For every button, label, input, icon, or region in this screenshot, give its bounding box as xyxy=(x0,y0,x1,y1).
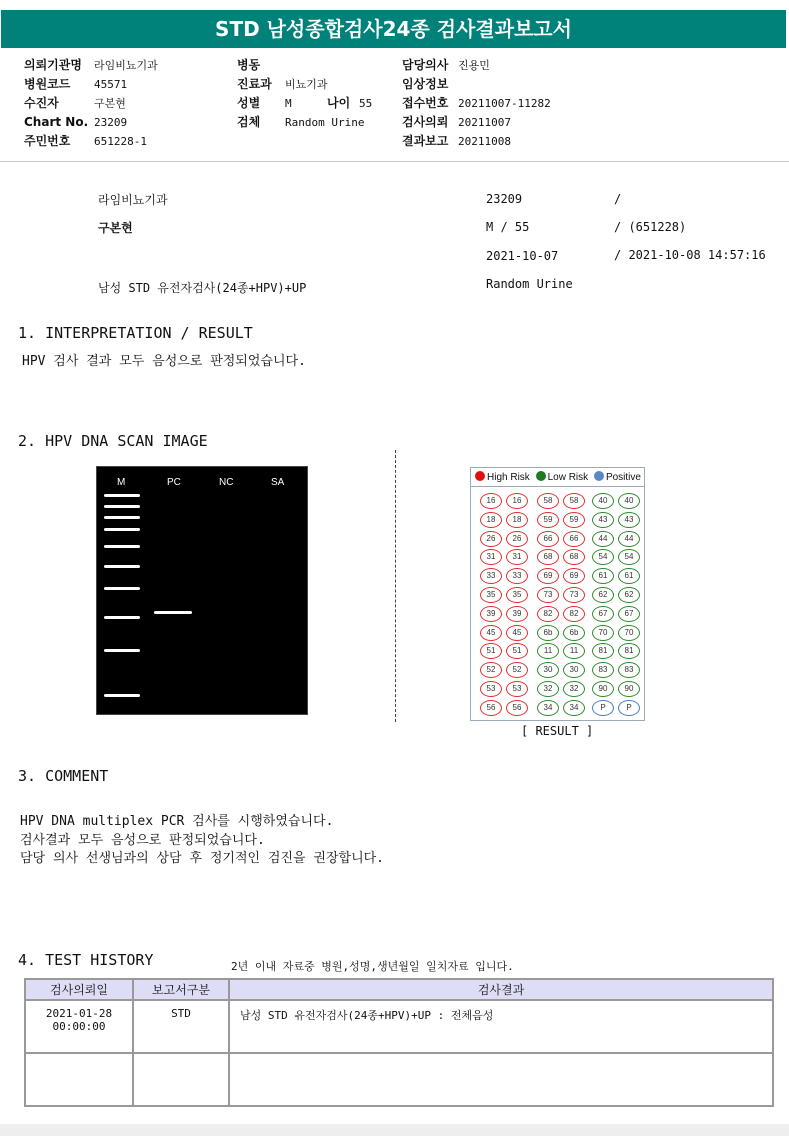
history-cell-type: STD xyxy=(133,1000,229,1053)
gel-lane-sa: SA xyxy=(271,477,285,488)
history-header-result: 검사결과 xyxy=(229,979,773,1000)
hpv-type-marker: 43 xyxy=(592,512,614,528)
hpv-type-marker: 52 xyxy=(480,662,502,678)
label-sex: 성별 xyxy=(237,96,261,110)
hpv-type-marker: 68 xyxy=(537,549,559,565)
ladder-band xyxy=(104,528,140,531)
hpv-type-marker: 31 xyxy=(506,549,528,565)
value-report-date: 20211008 xyxy=(458,135,511,148)
hpv-type-marker: 44 xyxy=(592,531,614,547)
hpv-type-marker: 16 xyxy=(506,493,528,509)
info-date-report: / 2021-10-08 14:57:16 xyxy=(614,248,766,262)
info-test-name: 남성 STD 유전자검사(24종+HPV)+UP xyxy=(98,281,307,295)
label-age: 나이 xyxy=(327,96,351,110)
hpv-type-marker: 58 xyxy=(563,493,585,509)
value-chart: 23209 xyxy=(94,116,128,129)
bottom-bar xyxy=(0,1124,789,1136)
section-history-title: 4. TEST HISTORY xyxy=(18,951,154,969)
history-header-type: 보고서구분 xyxy=(133,979,229,1000)
legend-divider xyxy=(471,486,644,487)
hpv-type-marker: 35 xyxy=(480,587,502,603)
hpv-type-marker: 34 xyxy=(537,700,559,716)
info-sex-age: M / 55 xyxy=(486,220,530,234)
value-age: 55 xyxy=(359,97,373,110)
hpv-type-marker: 58 xyxy=(537,493,559,509)
info-specimen: Random Urine xyxy=(486,277,573,291)
hpv-type-marker: 59 xyxy=(563,512,585,528)
history-header-row xyxy=(25,979,773,1000)
hpv-type-marker: 54 xyxy=(592,549,614,565)
hpv-type-marker: 69 xyxy=(537,568,559,584)
report-title: STD 남성종합검사24종 검사결과보고서 xyxy=(1,10,786,48)
history-cell-date xyxy=(25,1053,133,1106)
high-risk-dot-icon xyxy=(475,471,485,481)
info-birth: / (651228) xyxy=(614,220,687,234)
ladder-band xyxy=(104,505,140,508)
value-dept: 비뇨기과 xyxy=(285,78,328,91)
hpv-type-marker: 67 xyxy=(618,606,640,622)
hpv-type-marker: 61 xyxy=(592,568,614,584)
hpv-type-marker: 68 xyxy=(563,549,585,565)
gel-electrophoresis-image xyxy=(96,466,308,715)
hpv-type-marker: 62 xyxy=(618,587,640,603)
hpv-type-marker: 56 xyxy=(506,700,528,716)
info-chart: 23209 xyxy=(486,192,523,206)
table-row xyxy=(25,1053,773,1106)
hpv-type-marker: 40 xyxy=(618,493,640,509)
ladder-band xyxy=(104,565,140,568)
hpv-type-marker: 51 xyxy=(506,643,528,659)
comment-line-3: 담당 의사 선생님과의 상담 후 정기적인 검진을 권장합니다. xyxy=(20,851,385,866)
hpv-type-marker: 35 xyxy=(506,587,528,603)
hpv-type-marker: 67 xyxy=(592,606,614,622)
hpv-type-marker: 16 xyxy=(480,493,502,509)
ladder-band xyxy=(104,516,140,519)
section-scan-image-title: 2. HPV DNA SCAN IMAGE xyxy=(18,432,208,450)
hpv-type-marker: 69 xyxy=(563,568,585,584)
label-clinical-info: 임상정보 xyxy=(402,77,449,91)
hpv-type-marker: 53 xyxy=(506,681,528,697)
hpv-type-marker: 32 xyxy=(537,681,559,697)
hpv-type-marker: 53 xyxy=(480,681,502,697)
info-slash: / xyxy=(614,192,622,206)
hpv-type-marker: 81 xyxy=(592,643,614,659)
hpv-type-marker: 6b xyxy=(563,625,585,641)
header-col-3 xyxy=(402,56,551,151)
hpv-type-marker: 90 xyxy=(592,681,614,697)
info-name: 구본현 xyxy=(98,221,133,235)
label-patient: 수진자 xyxy=(24,96,59,110)
section-interpretation-title: 1. INTERPRETATION / RESULT xyxy=(18,324,253,342)
hpv-type-marker: 39 xyxy=(506,606,528,622)
hpv-type-marker: 40 xyxy=(592,493,614,509)
hpv-type-marker: 73 xyxy=(537,587,559,603)
legend-low-risk: Low Risk xyxy=(547,472,589,483)
hpv-type-marker: 54 xyxy=(618,549,640,565)
value-specimen: Random Urine xyxy=(285,116,365,129)
hpv-type-marker: 83 xyxy=(618,662,640,678)
hpv-type-marker: 11 xyxy=(563,643,585,659)
hpv-type-marker: 26 xyxy=(506,531,528,547)
hpv-type-marker: 33 xyxy=(480,568,502,584)
label-ward: 병동 xyxy=(237,58,261,72)
hpv-type-marker: 34 xyxy=(563,700,585,716)
value-patient: 구본현 xyxy=(94,97,126,110)
ladder-band xyxy=(104,587,140,590)
hpv-type-marker: P xyxy=(618,700,640,716)
comment-line-2: 검사결과 모두 음성으로 판정되었습니다. xyxy=(20,833,265,848)
history-header-date: 검사의뢰일 xyxy=(25,979,133,1000)
history-note: 2년 이내 자료중 병원,성명,생년월일 일치자료 입니다. xyxy=(231,960,514,973)
header-separator xyxy=(0,161,789,162)
label-request-date: 검사의뢰 xyxy=(402,115,449,129)
ladder-band xyxy=(104,694,140,697)
hpv-type-marker: 33 xyxy=(506,568,528,584)
label-specimen: 검체 xyxy=(237,115,261,129)
section-comment-title: 3. COMMENT xyxy=(18,767,109,785)
panel-legend xyxy=(475,471,641,483)
info-date-request: 2021-10-07 xyxy=(486,249,559,263)
hpv-type-marker: 73 xyxy=(563,587,585,603)
ladder-band xyxy=(104,494,140,497)
ladder-band xyxy=(104,649,140,652)
value-hospital-code: 45571 xyxy=(94,78,128,91)
hpv-type-marker: 82 xyxy=(563,606,585,622)
hpv-type-marker: 56 xyxy=(480,700,502,716)
label-receipt-no: 접수번호 xyxy=(402,96,449,110)
hpv-type-marker: 82 xyxy=(537,606,559,622)
hpv-type-marker: 45 xyxy=(480,625,502,641)
header-col-1 xyxy=(24,56,158,151)
hpv-type-marker: P xyxy=(592,700,614,716)
legend-positive: Positive xyxy=(605,472,641,483)
label-resident-no: 주민번호 xyxy=(24,134,71,148)
hpv-type-marker: 61 xyxy=(618,568,640,584)
value-hospital: 라임비뇨기과 xyxy=(94,59,158,72)
hpv-type-marker: 66 xyxy=(563,531,585,547)
hpv-type-marker: 6b xyxy=(537,625,559,641)
result-caption: [ RESULT ] xyxy=(521,724,594,738)
hpv-type-marker: 90 xyxy=(618,681,640,697)
hpv-type-marker: 18 xyxy=(506,512,528,528)
gel-lane-nc: NC xyxy=(219,477,234,488)
gel-lane-m: M xyxy=(117,477,126,488)
gel-lane-pc: PC xyxy=(167,477,181,488)
history-table xyxy=(24,978,774,1107)
history-cell-type xyxy=(133,1053,229,1106)
comment-line-1: HPV DNA multiplex PCR 검사를 시행하였습니다. xyxy=(20,814,334,829)
label-hospital: 의뢰기관명 xyxy=(24,58,82,72)
hpv-type-marker: 44 xyxy=(618,531,640,547)
label-hospital-code: 병원코드 xyxy=(24,77,71,91)
ladder-band xyxy=(104,616,140,619)
header-col-2 xyxy=(237,56,372,132)
label-doctor: 담당의사 xyxy=(402,58,449,72)
positive-dot-icon xyxy=(594,471,604,481)
hpv-type-marker: 66 xyxy=(537,531,559,547)
divider-line xyxy=(395,450,396,722)
history-time: 00:00:00 xyxy=(52,1020,106,1033)
hpv-type-marker: 31 xyxy=(480,549,502,565)
info-hospital: 라임비뇨기과 xyxy=(98,193,168,207)
hpv-type-marker: 70 xyxy=(592,625,614,641)
label-chart: Chart No. xyxy=(24,115,89,129)
table-row xyxy=(25,1000,773,1053)
legend-high-risk: High Risk xyxy=(487,472,530,483)
hpv-type-marker: 52 xyxy=(506,662,528,678)
pc-band xyxy=(154,611,192,614)
low-risk-dot-icon xyxy=(536,471,546,481)
hpv-type-marker: 30 xyxy=(537,662,559,678)
hpv-type-marker: 32 xyxy=(563,681,585,697)
hpv-type-marker: 83 xyxy=(592,662,614,678)
history-cell-result: 남성 STD 유전자검사(24종+HPV)+UP : 전체음성 xyxy=(229,1000,773,1053)
hpv-result-panel xyxy=(470,467,645,721)
history-date: 2021-01-28 xyxy=(45,1007,113,1020)
hpv-type-marker: 43 xyxy=(618,512,640,528)
hpv-type-marker: 39 xyxy=(480,606,502,622)
hpv-type-marker: 70 xyxy=(618,625,640,641)
hpv-type-marker: 11 xyxy=(537,643,559,659)
hpv-type-marker: 30 xyxy=(563,662,585,678)
hpv-type-marker: 59 xyxy=(537,512,559,528)
hpv-type-marker: 62 xyxy=(592,587,614,603)
value-doctor: 진용민 xyxy=(458,59,490,72)
value-resident-no: 651228-1 xyxy=(94,135,147,148)
history-cell-result xyxy=(229,1053,773,1106)
hpv-type-marker: 81 xyxy=(618,643,640,659)
label-report-date: 결과보고 xyxy=(402,134,449,148)
value-request-date: 20211007 xyxy=(458,116,511,129)
history-cell-date xyxy=(25,1000,133,1053)
label-dept: 진료과 xyxy=(237,77,272,91)
hpv-type-marker: 45 xyxy=(506,625,528,641)
value-sex: M xyxy=(285,97,292,110)
interpretation-text: HPV 검사 결과 모두 음성으로 판정되었습니다. xyxy=(22,354,306,369)
hpv-type-marker: 18 xyxy=(480,512,502,528)
ladder-band xyxy=(104,545,140,548)
value-receipt-no: 20211007-11282 xyxy=(458,97,551,110)
hpv-type-marker: 51 xyxy=(480,643,502,659)
hpv-type-marker: 26 xyxy=(480,531,502,547)
